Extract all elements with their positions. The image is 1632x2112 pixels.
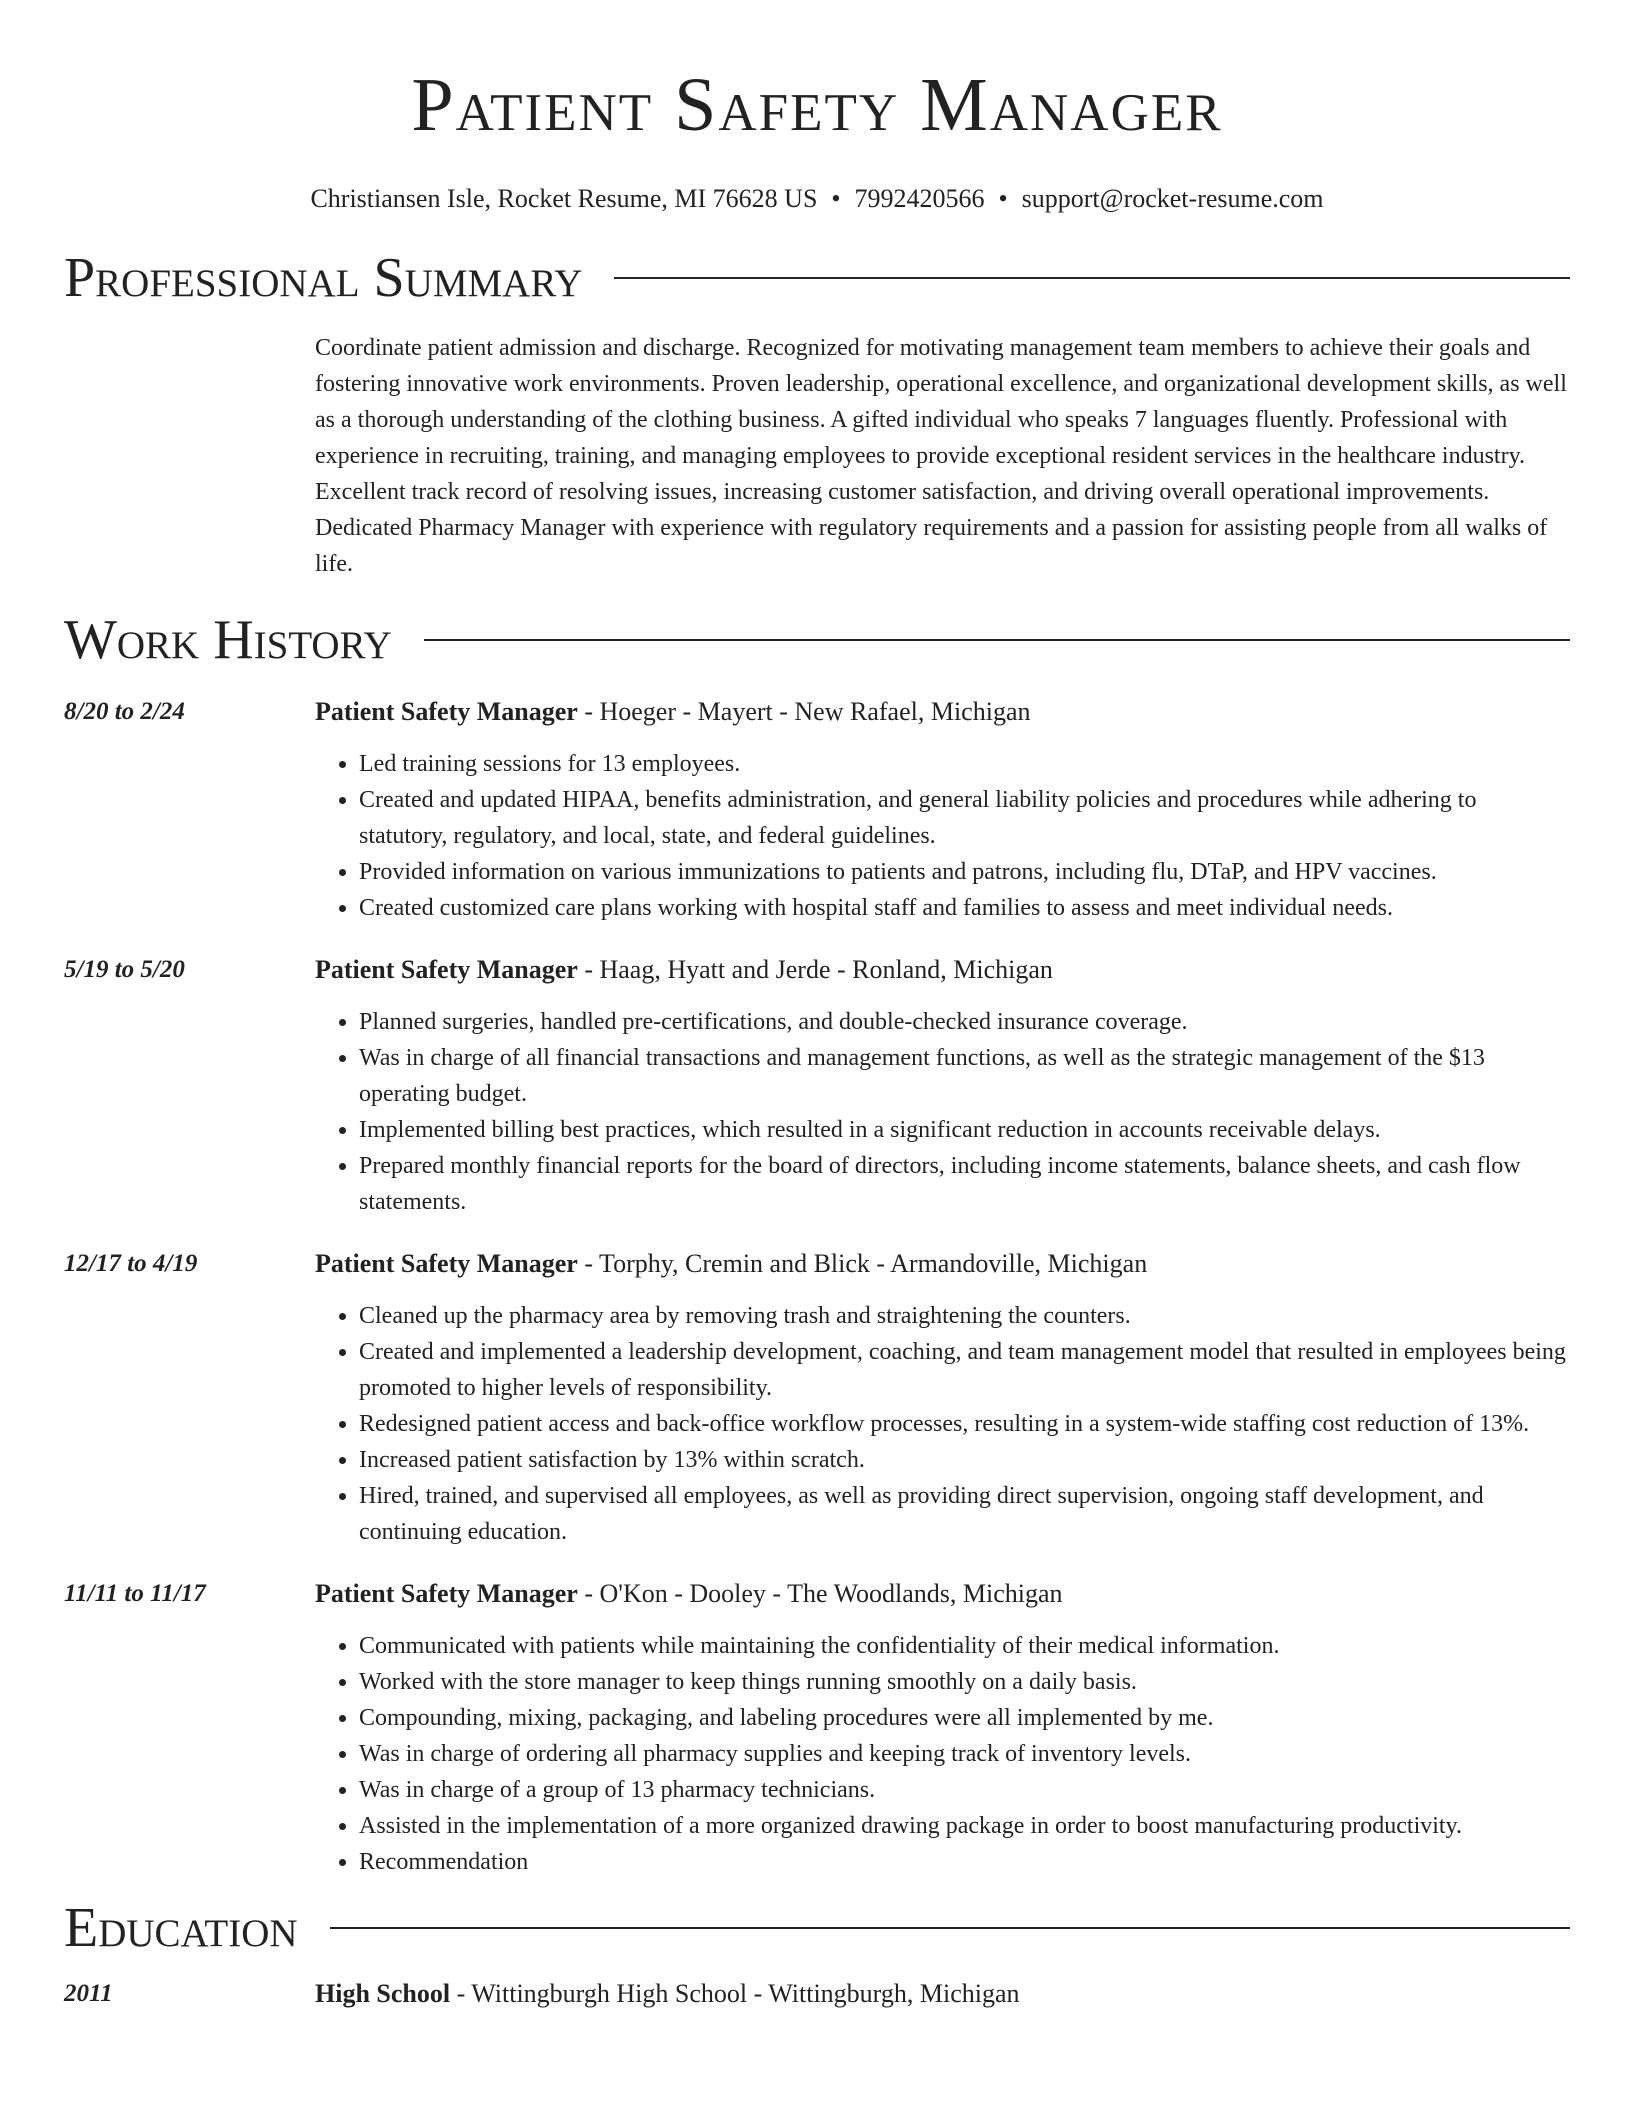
- education-list: [64, 1976, 1570, 2012]
- job-entry: [64, 1246, 1570, 1550]
- job-employer: - Torphy, Cremin and Blick - Armandoville, Michigan: [577, 1249, 1148, 1278]
- job-title-line: [315, 1246, 1570, 1282]
- job-dates: 5/19 to 5/20: [64, 956, 185, 983]
- job-dates: 8/20 to 2/24: [64, 698, 185, 725]
- contact-email[interactable]: support@rocket-resume.com: [1021, 184, 1324, 213]
- section-rule: [330, 1927, 1570, 1929]
- contact-line: [64, 182, 1570, 216]
- job-bullet: • Led training sessions for 13 employees.: [359, 746, 1570, 782]
- job-employer: - Haag, Hyatt and Jerde - Ronland, Michigan: [577, 955, 1053, 984]
- job-title: Patient Safety Manager: [315, 1249, 578, 1278]
- job-bullet: • Communicated with patients while maintaining the confidentiality of their medical information.: [359, 1628, 1570, 1664]
- job-employer: - Hoeger - Mayert - New Rafael, Michigan: [577, 697, 1031, 726]
- section-header-summary: [64, 246, 1570, 310]
- contact-phone: 7992420566: [854, 184, 985, 213]
- job-bullet: • Implemented billing best practices, which resulted in a significant reduction in accounts receivable delays.: [359, 1112, 1570, 1148]
- job-bullet: • Worked with the store manager to keep things running smoothly on a daily basis.: [359, 1664, 1570, 1700]
- job-bullet: • Assisted in the implementation of a more organized drawing package in order to boost manufacturing productivity.: [359, 1808, 1570, 1844]
- job-bullet: • Recommendation: [359, 1844, 1570, 1880]
- section-title-summary: Professional Summary: [64, 247, 583, 309]
- resume-name-title: Patient Safety Manager: [411, 63, 1223, 147]
- education-school: - Wittingburgh High School - Wittingburgh, Michigan: [450, 1979, 1020, 2008]
- section-title-work-history: Work History: [64, 609, 392, 671]
- job-bullet: • Created and updated HIPAA, benefits administration, and general liability policies and procedures while adhering to statutory, regulatory, and local, state, and federal guidelines.: [359, 782, 1570, 854]
- job-bullet-list: [315, 1004, 1570, 1220]
- job-bullet: • Created customized care plans working with hospital staff and families to assess and meet individual needs.: [359, 890, 1570, 926]
- education-line: [315, 1976, 1570, 2012]
- job-bullet-list: [315, 746, 1570, 926]
- job-entry: [64, 952, 1570, 1220]
- job-details: [315, 1576, 1570, 1880]
- job-entry: [64, 694, 1570, 926]
- section-header-work-history: [64, 608, 1570, 672]
- job-bullet: • Created and implemented a leadership development, coaching, and team management model that resulted in employees being promoted to higher levels of responsibility.: [359, 1334, 1570, 1406]
- section-title-education: Education: [64, 1897, 298, 1959]
- contact-separator: •: [831, 184, 841, 213]
- job-bullet: • Hired, trained, and supervised all employees, as well as providing direct supervision, ongoing staff development, and continuing education.: [359, 1478, 1570, 1550]
- job-dates: 11/11 to 11/17: [64, 1580, 206, 1607]
- section-rule: [614, 277, 1570, 279]
- education-degree: High School: [315, 1979, 451, 2008]
- job-title-line: [315, 1576, 1570, 1612]
- job-title-line: [315, 952, 1570, 988]
- resume-page: [64, 0, 1570, 2012]
- job-title: Patient Safety Manager: [315, 955, 578, 984]
- job-bullet: • Cleaned up the pharmacy area by removing trash and straightening the counters.: [359, 1298, 1570, 1334]
- job-dates: 12/17 to 4/19: [64, 1250, 198, 1277]
- job-employer: - O'Kon - Dooley - The Woodlands, Michigan: [577, 1579, 1063, 1608]
- job-bullet: • Redesigned patient access and back-office workflow processes, resulting in a system-wide staffing cost reduction of 13%.: [359, 1406, 1570, 1442]
- section-header-education: [64, 1896, 1570, 1960]
- job-bullet-list: [315, 1628, 1570, 1880]
- education-details: [315, 1976, 1570, 2012]
- education-year: 2011: [64, 1980, 113, 2007]
- job-bullet: • Was in charge of a group of 13 pharmacy technicians.: [359, 1772, 1570, 1808]
- contact-separator: •: [998, 184, 1008, 213]
- job-bullet-list: [315, 1298, 1570, 1550]
- job-bullet: • Increased patient satisfaction by 13% within scratch.: [359, 1442, 1570, 1478]
- education-entry: [64, 1976, 1570, 2012]
- contact-address: Christiansen Isle, Rocket Resume, MI 76628 US: [310, 184, 818, 213]
- job-bullet: • Prepared monthly financial reports for the board of directors, including income statements, balance sheets, and cash flow statements.: [359, 1148, 1570, 1220]
- job-bullet: • Compounding, mixing, packaging, and labeling procedures were all implemented by me.: [359, 1700, 1570, 1736]
- job-bullet: • Provided information on various immunizations to patients and patrons, including flu, DTaP, and HPV vaccines.: [359, 854, 1570, 890]
- job-entry: [64, 1576, 1570, 1880]
- job-details: [315, 952, 1570, 1220]
- job-bullet: • Was in charge of ordering all pharmacy supplies and keeping track of inventory levels.: [359, 1736, 1570, 1772]
- job-details: [315, 1246, 1570, 1550]
- job-bullet: • Was in charge of all financial transactions and management functions, as well as the strategic management of the $13 operating budget.: [359, 1040, 1570, 1112]
- job-title-line: [315, 694, 1570, 730]
- section-rule: [424, 639, 1570, 641]
- job-details: [315, 694, 1570, 926]
- summary-text: Coordinate patient admission and discharge. Recognized for motivating management team members to achieve their goals and fostering innovative work environments. Proven leadership, operational excellence, and organizational development skills, as well as a thorough understanding of the clothing business. A gifted individual who speaks 7 languages fluently. Professional with experience in recruiting, training, and managing employees to provide exceptional resident services in the healthcare industry. Excellent track record of resolving issues, increasing customer satisfaction, and driving overall operational improvements. Dedicated Pharmacy Manager with experience with regulatory requirements and a passion for assisting people from all walks of life.: [315, 335, 1567, 577]
- job-bullet: • Planned surgeries, handled pre-certifications, and double-checked insurance coverage.: [359, 1004, 1570, 1040]
- job-title: Patient Safety Manager: [315, 697, 578, 726]
- work-history-list: [64, 694, 1570, 1880]
- job-title: Patient Safety Manager: [315, 1579, 578, 1608]
